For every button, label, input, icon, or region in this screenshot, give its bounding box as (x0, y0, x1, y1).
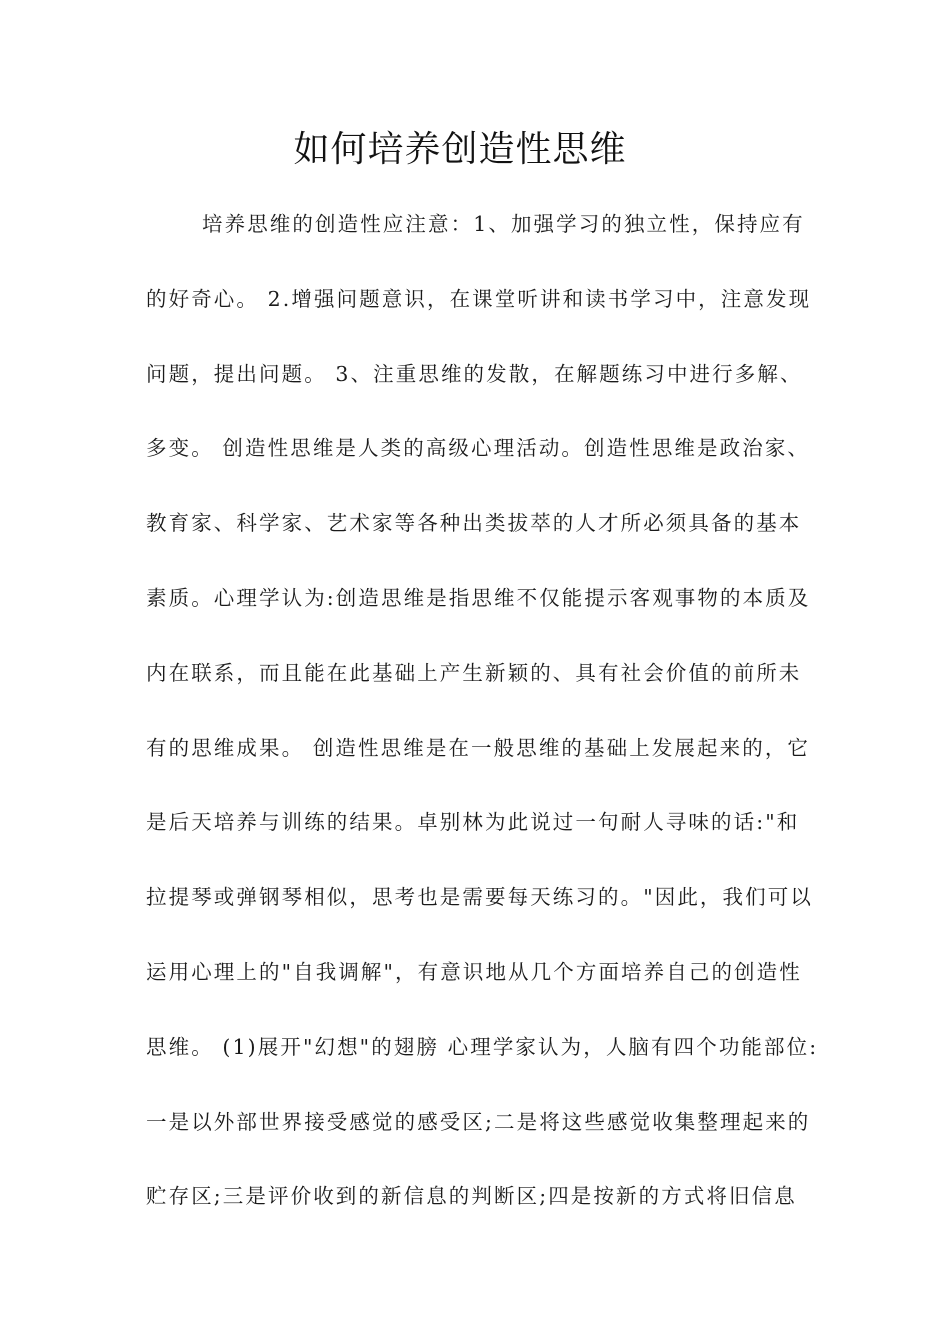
paragraph-line: 的好奇心。 2.增强问题意识，在课堂听讲和读书学习中，注意发现 (146, 286, 812, 311)
paragraph-line: 思维。 (1)展开"幻想"的翅膀 心理学家认为，人脑有四个功能部位: (146, 1034, 819, 1059)
paragraph-line: 培养思维的创造性应注意：1、加强学习的独立性，保持应有 (202, 212, 805, 236)
paragraph-line: 一是以外部世界接受感觉的感受区;二是将这些感觉收集整理起来的 (146, 1109, 811, 1134)
paragraph-line: 问题，提出问题。 3、注重思维的发散，在解题练习中进行多解、 (146, 361, 803, 386)
paragraph-line: 运用心理上的"自我调解"，有意识地从几个方面培养自己的创造性 (146, 959, 802, 984)
paragraph-line: 素质。心理学认为:创造思维是指思维不仅能提示客观事物的本质及 (146, 585, 811, 610)
paragraph-line: 是后天培养与训练的结果。卓别林为此说过一句耐人寻味的话:"和 (146, 810, 800, 835)
paragraph-line: 教育家、科学家、艺术家等各种出类拔萃的人才所必须具备的基本 (146, 511, 802, 536)
paragraph-line: 多变。 创造性思维是人类的高级心理活动。创造性思维是政治家、 (146, 436, 811, 461)
paragraph-line: 内在联系，而且能在此基础上产生新颖的、具有社会价值的前所未 (146, 660, 802, 685)
paragraph-line: 有的思维成果。 创造性思维是在一般思维的基础上发展起来的，它 (146, 735, 811, 760)
paragraph-line: 拉提琴或弹钢琴相似，思考也是需要每天练习的。"因此，我们可以 (146, 885, 813, 910)
document-title: 如何培养创造性思维 (293, 129, 627, 170)
paragraph-line: 贮存区;三是评价收到的新信息的判断区;四是按新的方式将旧信息 (146, 1184, 797, 1209)
document-body (146, 208, 826, 1255)
